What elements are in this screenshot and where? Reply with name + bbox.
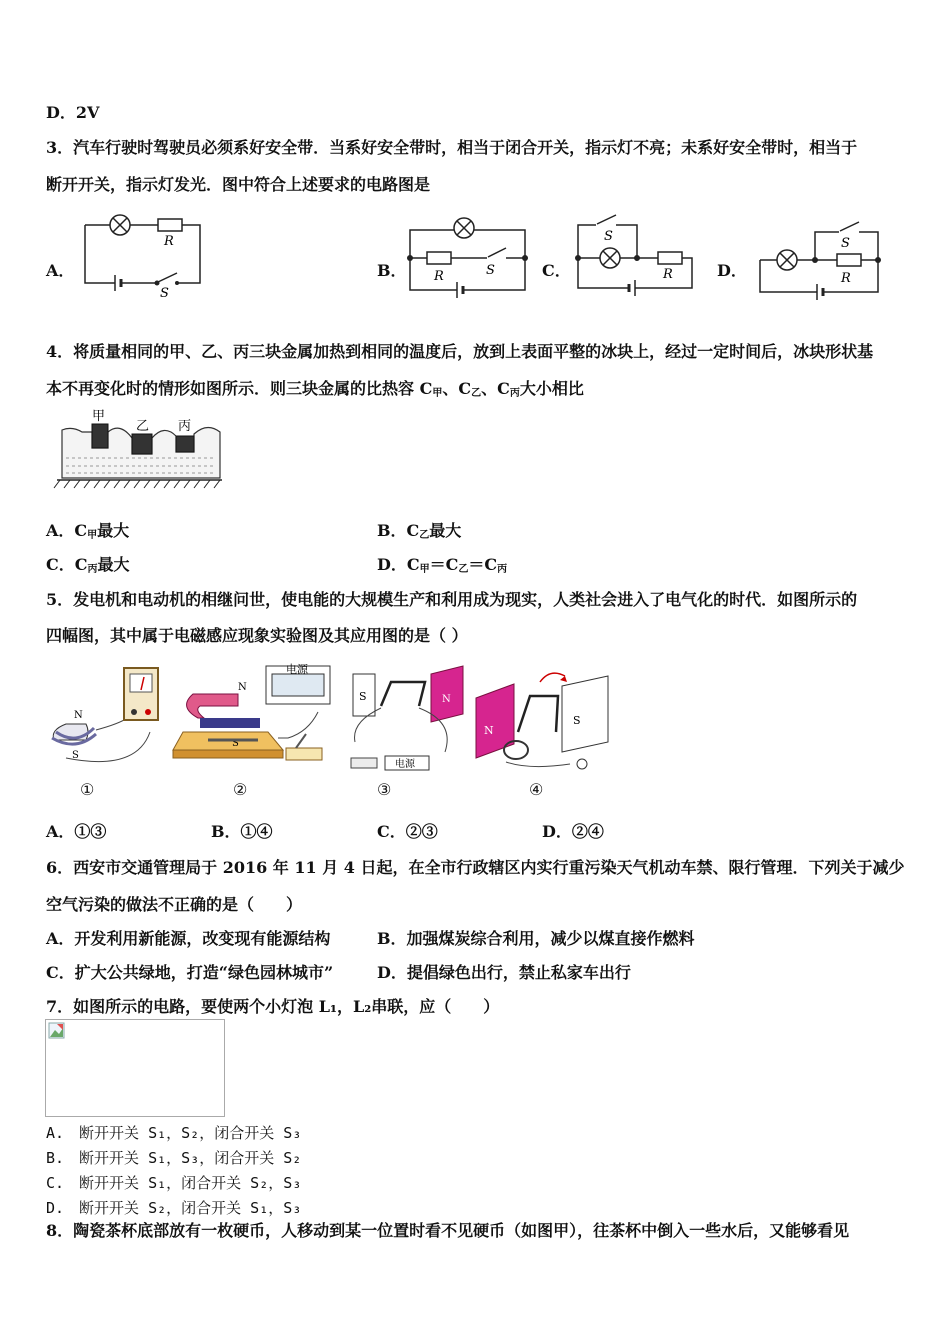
- q3-d-s-label: S: [841, 236, 850, 251]
- q4-stem-line2: 本不再变化时的情形如图所示．则三块金属的比热容 $C_甲$、$C_乙$、$C_丙$大小相比: [46, 379, 584, 399]
- q3-c-r-label: R: [663, 267, 673, 282]
- q5-fig-number-2: ②: [233, 780, 248, 799]
- q5-figure-2: [168, 662, 338, 772]
- q5-fig3-n: N: [442, 694, 451, 705]
- q5-figure-1: [46, 662, 166, 772]
- q6-option-a: A．开发利用新能源，改变现有能源结构: [46, 929, 331, 948]
- q4-fig-label-bing: 丙: [178, 419, 192, 434]
- q4-stem-line1: 4．将质量相同的甲、乙、丙三块金属加热到相同的温度后，放到上表面平整的冰块上，经过一定时间后，冰块形状基: [46, 342, 874, 361]
- q5-stem-line2: 四幅图，其中属于电磁感应现象实验图及其应用图的是（ ）: [46, 626, 468, 645]
- q5-fig2-s: S: [232, 738, 239, 749]
- q7-stem: 7．如图所示的电路，要使两个小灯泡 L₁，L₂串联，应（ ）: [46, 997, 500, 1016]
- q5-fig3-power: 电源: [395, 759, 415, 770]
- q5-fig-number-1: ①: [80, 780, 95, 799]
- q3-label-c: C．: [542, 261, 571, 280]
- q6-stem-line2: 空气污染的做法不正确的是（ ）: [46, 895, 303, 914]
- q5-option-a: A．①③: [46, 822, 107, 841]
- q3-b-r-label: R: [434, 269, 444, 284]
- q7-option-c: C. 断开开关 S₁，闭合开关 S₂，S₃: [46, 1174, 302, 1192]
- q4-fig-label-jia: 甲: [92, 409, 106, 424]
- q3-circuit-c: [570, 210, 700, 302]
- q3-c-s-label: S: [604, 229, 613, 244]
- q6-option-c: C．扩大公共绿地，打造“绿色园林城市”: [46, 963, 334, 982]
- q6-stem-line1: 6．西安市交通管理局于 2016 年 11 月 4 日起，在全市行政辖区内实行重污染天气机动车禁、限行管理．下列关于减少: [46, 858, 905, 877]
- q6-option-d: D．提倡绿色出行，禁止私家车出行: [377, 963, 631, 982]
- q7-option-b: B. 断开开关 S₁，S₃，闭合开关 S₂: [46, 1149, 302, 1167]
- q3-label-a: A．: [46, 261, 75, 280]
- q5-figure-3: [345, 662, 475, 777]
- q4-option-d: D．$C_甲=C_乙=C_丙$: [377, 555, 508, 575]
- q5-option-c: C．②③: [377, 822, 438, 841]
- q3-circuit-d: [755, 212, 885, 304]
- q5-fig4-n: N: [484, 724, 494, 737]
- q5-fig-number-3: ③: [377, 780, 392, 799]
- q2-option-d: D．2V: [46, 103, 100, 122]
- q5-stem-line1: 5．发电机和电动机的相继问世，使电能的大规模生产和利用成为现实，人类社会进入了电气化的时代．如图所示的: [46, 590, 858, 609]
- q3-d-r-label: R: [841, 271, 851, 286]
- q3-circuit-a: [80, 205, 205, 300]
- q4-option-a: A．$C_甲$最大: [46, 521, 130, 541]
- q7-option-a: A. 断开开关 S₁，S₂，闭合开关 S₃: [46, 1124, 302, 1142]
- q3-stem-line1: 3．汽车行驶时驾驶员必须系好安全带．当系好安全带时，相当于闭合开关，指示灯不亮；未系好安全带时，相当于: [46, 138, 858, 157]
- q3-stem-line2: 断开开关，指示灯发光．图中符合上述要求的电路图是: [46, 175, 431, 194]
- q4-ice-figure: [52, 408, 227, 500]
- q5-fig-number-4: ④: [529, 780, 544, 799]
- q4-option-c: C．$C_丙$最大: [46, 555, 130, 575]
- q5-fig4-s: S: [573, 714, 581, 727]
- q4-fig-label-yi: 乙: [136, 419, 150, 434]
- q3-circuit-b: [402, 210, 532, 302]
- q7-option-d: D. 断开开关 S₂，闭合开关 S₁，S₃: [46, 1199, 302, 1217]
- q5-fig1-s: S: [72, 750, 79, 761]
- broken-image-icon: [48, 1022, 66, 1040]
- q3-b-s-label: S: [486, 263, 495, 278]
- q5-figure-4: [470, 662, 620, 777]
- q3-label-d: D．: [717, 261, 747, 280]
- q5-fig2-power: 电源: [286, 663, 308, 676]
- q6-option-b: B．加强煤炭综合利用，减少以煤直接作燃料: [377, 929, 695, 948]
- q3-label-b: B．: [377, 261, 407, 280]
- q5-fig3-s: S: [359, 690, 367, 703]
- q4-option-b: B．$C_乙$最大: [377, 521, 462, 541]
- q5-option-d: D．②④: [542, 822, 604, 841]
- q3-a-s-label: S: [160, 286, 169, 300]
- q3-a-r-label: R: [164, 234, 174, 249]
- q5-fig1-n: N: [74, 710, 83, 721]
- q5-fig2-n: N: [238, 682, 247, 693]
- q8-stem-line1: 8．陶瓷茶杯底部放有一枚硬币，人移动到某一位置时看不见硬币（如图甲），往茶杯中倒入一些水后，又能够看见: [46, 1221, 850, 1240]
- q7-broken-image: [45, 1019, 225, 1117]
- q5-option-b: B．①④: [211, 822, 273, 841]
